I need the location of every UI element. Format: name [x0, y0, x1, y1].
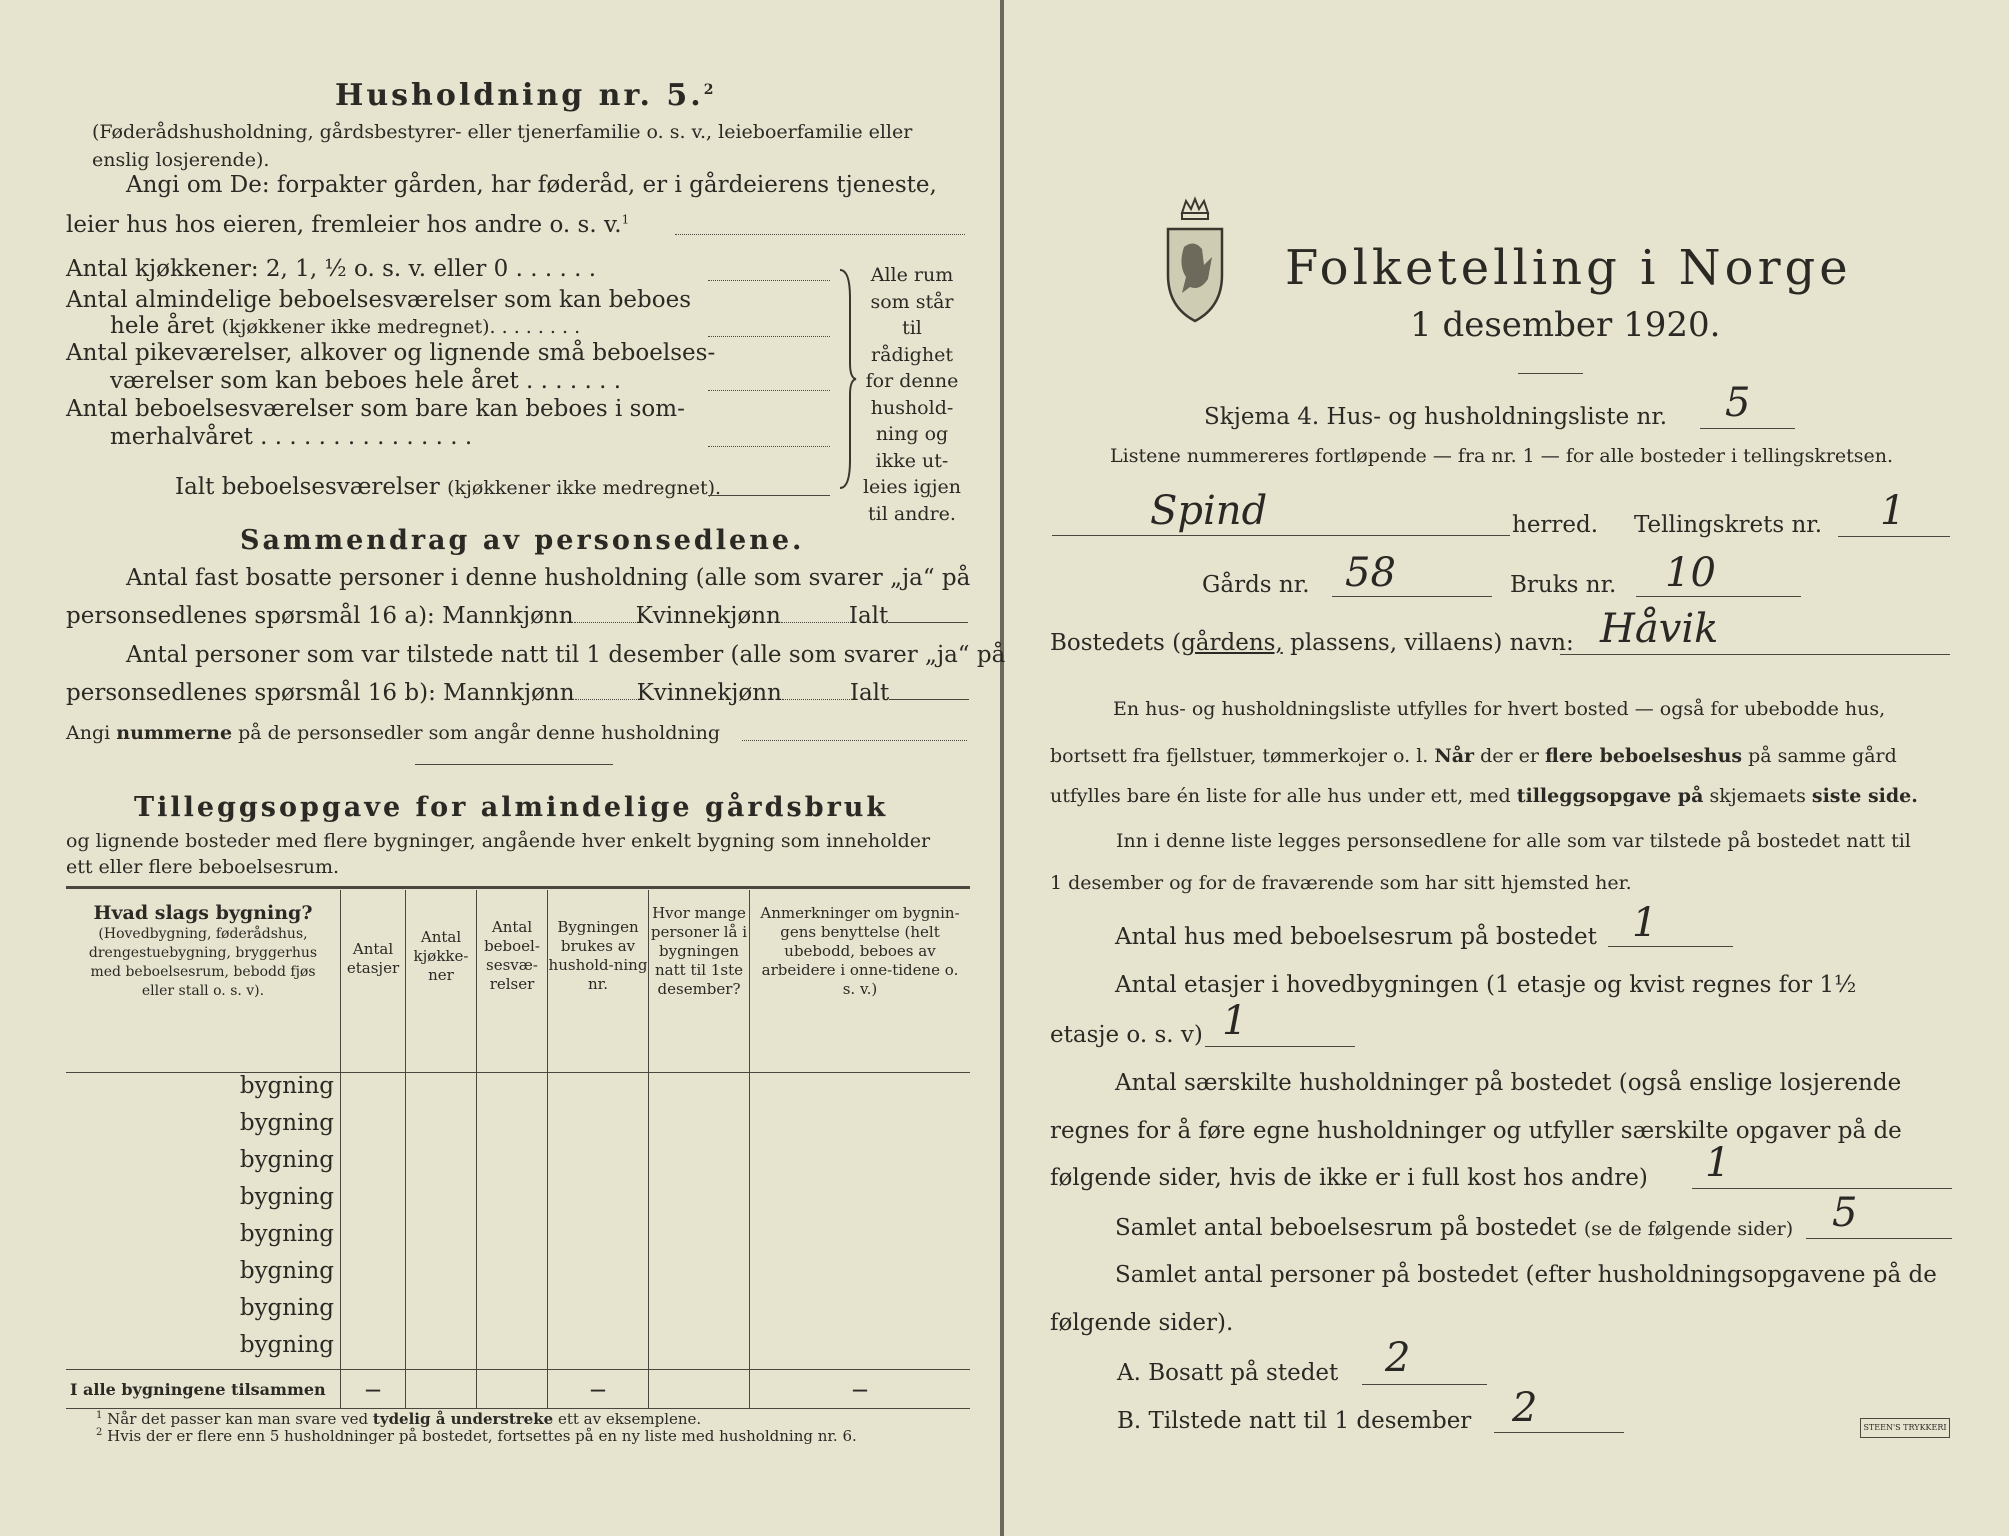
bosatt-label: A. Bosatt på stedet	[1117, 1360, 1339, 1386]
angi-line-1: Angi om De: forpakter gården, har føderåd, er i gårdeierens tjeneste,	[126, 172, 937, 198]
table-row	[66, 1221, 970, 1258]
skjema-nr-line	[1700, 428, 1795, 429]
angi-fill-line	[675, 234, 965, 235]
tilstede-line-2: personsedlenes spørsmål 16 b): Mannkjønn Kvinnekjønn Ialt	[66, 680, 969, 706]
angi-line-2: leier hus hos eieren, fremleier hos andre o. s. v.$^1$	[66, 212, 630, 238]
herred-line	[1052, 535, 1510, 536]
row-bygning: bygning	[239, 1221, 334, 1247]
gards-value: 58	[1345, 550, 1396, 596]
tellingskrets-line	[1838, 536, 1950, 537]
antal-pike-1: Antal pikeværelser, alkover og lignende små beboelses-	[66, 340, 716, 366]
total-dash: —	[341, 1370, 406, 1409]
section-divider	[415, 764, 613, 765]
skjema-nr-value: 5	[1725, 380, 1751, 426]
table-top-rule	[66, 886, 970, 889]
building-table	[66, 890, 970, 1409]
samlet-rum-value: 5	[1832, 1190, 1858, 1236]
tilstede-line	[1494, 1432, 1624, 1433]
tellingskrets-value: 1	[1880, 488, 1906, 534]
table-row	[66, 1110, 970, 1147]
brace-note: Alle rum som står til rådighet for denne hushold- ning og ikke ut- leies igjen til andre.	[862, 264, 962, 525]
skjema-label: Skjema 4. Hus- og husholdningsliste nr.	[1204, 404, 1668, 430]
footnote-1: $^1$ Når det passer kan man svare ved tydelig å understreke ett av eksemplene.	[96, 1410, 702, 1428]
tilstede-value: 2	[1512, 1385, 1538, 1431]
herred-label: herred.	[1512, 512, 1599, 538]
etasjer-value: 1	[1222, 998, 1248, 1044]
angi-nummerne: Angi nummerne på de personsedler som angår denne husholdning	[66, 722, 721, 744]
etasjer-line-1: Antal etasjer i hovedbygningen (1 etasje og kvist regnes for 1½	[1115, 972, 1857, 998]
table-row	[66, 1332, 970, 1370]
sammendrag-title: Sammendrag av personsedlene.	[240, 525, 805, 556]
col-header-kjokkener: Antal kjøkke-ner	[406, 890, 477, 1073]
table-row	[66, 1147, 970, 1184]
bosted-value: Håvik	[1600, 606, 1719, 652]
listene-note: Listene nummereres fortløpende — fra nr. 1 — for alle bosteder i tellingskretsen.	[1110, 445, 1894, 467]
etasjer-line-2: etasje o. s. v)	[1050, 1022, 1203, 1048]
col-header-type: Hvad slags bygning? (Hovedbygning, føderådshus, drengestuebygning, bryggerhus med beboelsesrum, bebodd fjøs eller stall o. s. v).	[66, 890, 341, 1073]
norway-coat-of-arms-icon	[1160, 195, 1230, 325]
herred-value: Spind	[1150, 488, 1268, 534]
row-bygning: bygning	[239, 1147, 334, 1173]
samlet-pers-line-2: følgende sider).	[1050, 1310, 1234, 1336]
table-row	[66, 1073, 970, 1111]
sarskilte-line	[1692, 1188, 1952, 1189]
kjokkener-fill	[708, 280, 830, 281]
sarskilte-line-2: regnes for å føre egne husholdninger og utfyller særskilte opgaver på de	[1050, 1118, 1902, 1144]
antal-alm-1: Antal almindelige beboelsesværelser som kan beboes	[66, 287, 692, 313]
antal-alm-2: hele året (kjøkkener ikke medregnet). . . . . . . .	[110, 313, 581, 339]
bruks-value: 10	[1665, 550, 1716, 596]
col-header-husholdning: Bygningen brukes av hushold-ning nr.	[548, 890, 649, 1073]
sarskilte-line-1: Antal særskilte husholdninger på bostedet (også enslige losjerende	[1115, 1070, 1902, 1096]
antal-kjokkener: Antal kjøkkener: 2, 1, ½ o. s. v. eller 0 . . . . . .	[66, 256, 597, 282]
hus-line	[1608, 946, 1733, 947]
alm-fill	[708, 336, 830, 337]
table-row	[66, 1184, 970, 1221]
gards-label: Gårds nr.	[1202, 572, 1310, 598]
col-header-beboelse: Antal beboel-sesvæ-relser	[477, 890, 548, 1073]
col-header-anmerkninger: Anmerkninger om bygnin-gens benyttelse (helt ubebodd, beboes av arbeidere i onne-tidene o. s. v.)	[750, 890, 971, 1073]
footnote-2: $^2$ Hvis der er flere enn 5 husholdninger på bostedet, fortsettes på en ny liste med husholdning nr. 6.	[96, 1427, 857, 1445]
right-page	[1004, 0, 2009, 1536]
tillegg-line-1: og lignende bosteder med flere bygninger, angående hver enkelt bygning som inneholder	[66, 830, 931, 852]
tellingskrets-label: Tellingskrets nr.	[1634, 512, 1823, 538]
para1-line-2: bortsett fra fjellstuer, tømmerkojer o. l. Når der er flere beboelseshus på samme gård	[1050, 745, 1897, 767]
samlet-rum-line	[1806, 1238, 1952, 1239]
household-subtitle: (Føderådshusholdning, gårdsbestyrer- eller tjenerfamilie o. s. v., leieboerfamilie eller enslig losjerende).	[92, 121, 913, 171]
gards-line	[1332, 596, 1492, 597]
row-bygning: bygning	[239, 1110, 334, 1136]
title-divider	[1518, 373, 1583, 374]
col-header-personer: Hvor mange personer lå i bygningen natt til 1ste desember?	[649, 890, 750, 1073]
row-bygning: bygning	[239, 1073, 334, 1099]
antal-som-1: Antal beboelsesværelser som bare kan beboes i som-	[66, 396, 685, 422]
fast-line-1: Antal fast bosatte personer i denne husholdning (alle som svarer „ja“ på	[126, 565, 971, 591]
sarskilte-value: 1	[1705, 1140, 1731, 1186]
total-dash: —	[750, 1370, 971, 1409]
table-header-row	[66, 890, 970, 1073]
tilstede-label: B. Tilstede natt til 1 desember	[1117, 1408, 1472, 1434]
bruks-line	[1636, 596, 1801, 597]
sarskilte-line-3: følgende sider, hvis de ikke er i full kost hos andre)	[1050, 1165, 1648, 1191]
household-title: Husholdning nr. 5.$^2$	[335, 78, 717, 113]
antal-pike-2: værelser som kan beboes hele året . . . . . . .	[110, 368, 622, 394]
etasjer-line	[1205, 1046, 1355, 1047]
para2-line-1: Inn i denne liste legges personsedlene for alle som var tilstede på bostedet natt til	[1116, 830, 1911, 852]
samlet-pers-line-1: Samlet antal personer på bostedet (efter husholdningsopgavene på de	[1115, 1262, 1937, 1288]
tilstede-line-1: Antal personer som var tilstede natt til 1 desember (alle som svarer „ja“ på	[126, 642, 1006, 668]
tillegg-title: Tilleggsopgave for almindelige gårdsbruk	[134, 792, 889, 823]
total-label: I alle bygningene tilsammen	[66, 1370, 341, 1409]
row-bygning: bygning	[239, 1184, 334, 1210]
bosted-line	[1560, 654, 1950, 655]
row-bygning: bygning	[239, 1295, 334, 1321]
ialt-fill	[708, 495, 830, 496]
pike-fill	[708, 390, 830, 391]
para2-line-2: 1 desember og for de fraværende som har sitt hjemsted her.	[1050, 872, 1632, 894]
nummerne-fill	[742, 740, 967, 741]
ialt-beboelse: Ialt beboelsesværelser (kjøkkener ikke medregnet).	[175, 474, 722, 500]
row-bygning: bygning	[239, 1332, 334, 1358]
antal-som-2: merhalvåret . . . . . . . . . . . . . . .	[110, 424, 473, 450]
table-row	[66, 1258, 970, 1295]
table-row	[66, 1295, 970, 1332]
form-date: 1 desember 1920.	[1410, 305, 1721, 345]
bruks-label: Bruks nr.	[1510, 572, 1617, 598]
samlet-rum-label: Samlet antal beboelsesrum på bostedet (se de følgende sider)	[1115, 1215, 1794, 1241]
col-header-etasjer: Antal etasjer	[341, 890, 406, 1073]
form-title: Folketelling i Norge	[1285, 240, 1852, 296]
total-dash: —	[548, 1370, 649, 1409]
bosatt-line	[1362, 1384, 1487, 1385]
tillegg-line-2: ett eller flere beboelsesrum.	[66, 856, 340, 878]
hus-label: Antal hus med beboelsesrum på bostedet	[1115, 924, 1597, 950]
table-total-row	[66, 1370, 970, 1409]
bostedets-label: Bostedets (gårdens, plassens, villaens) navn:	[1050, 630, 1574, 656]
fast-line-2: personsedlenes spørsmål 16 a): Mannkjønn Kvinnekjønn Ialt	[66, 603, 968, 629]
printer-stamp: STEEN'S TRYKKERI	[1860, 1418, 1950, 1438]
para1-line-3: utfylles bare én liste for alle hus under ett, med tilleggsopgave på skjemaets siste side.	[1050, 785, 1918, 807]
hus-value: 1	[1632, 900, 1658, 946]
row-bygning: bygning	[239, 1258, 334, 1284]
bosatt-value: 2	[1385, 1335, 1411, 1381]
som-fill	[708, 446, 830, 447]
para1-line-1: En hus- og husholdningsliste utfylles for hvert bosted — også for ubebodde hus,	[1113, 698, 1886, 720]
brace-icon	[836, 268, 858, 490]
